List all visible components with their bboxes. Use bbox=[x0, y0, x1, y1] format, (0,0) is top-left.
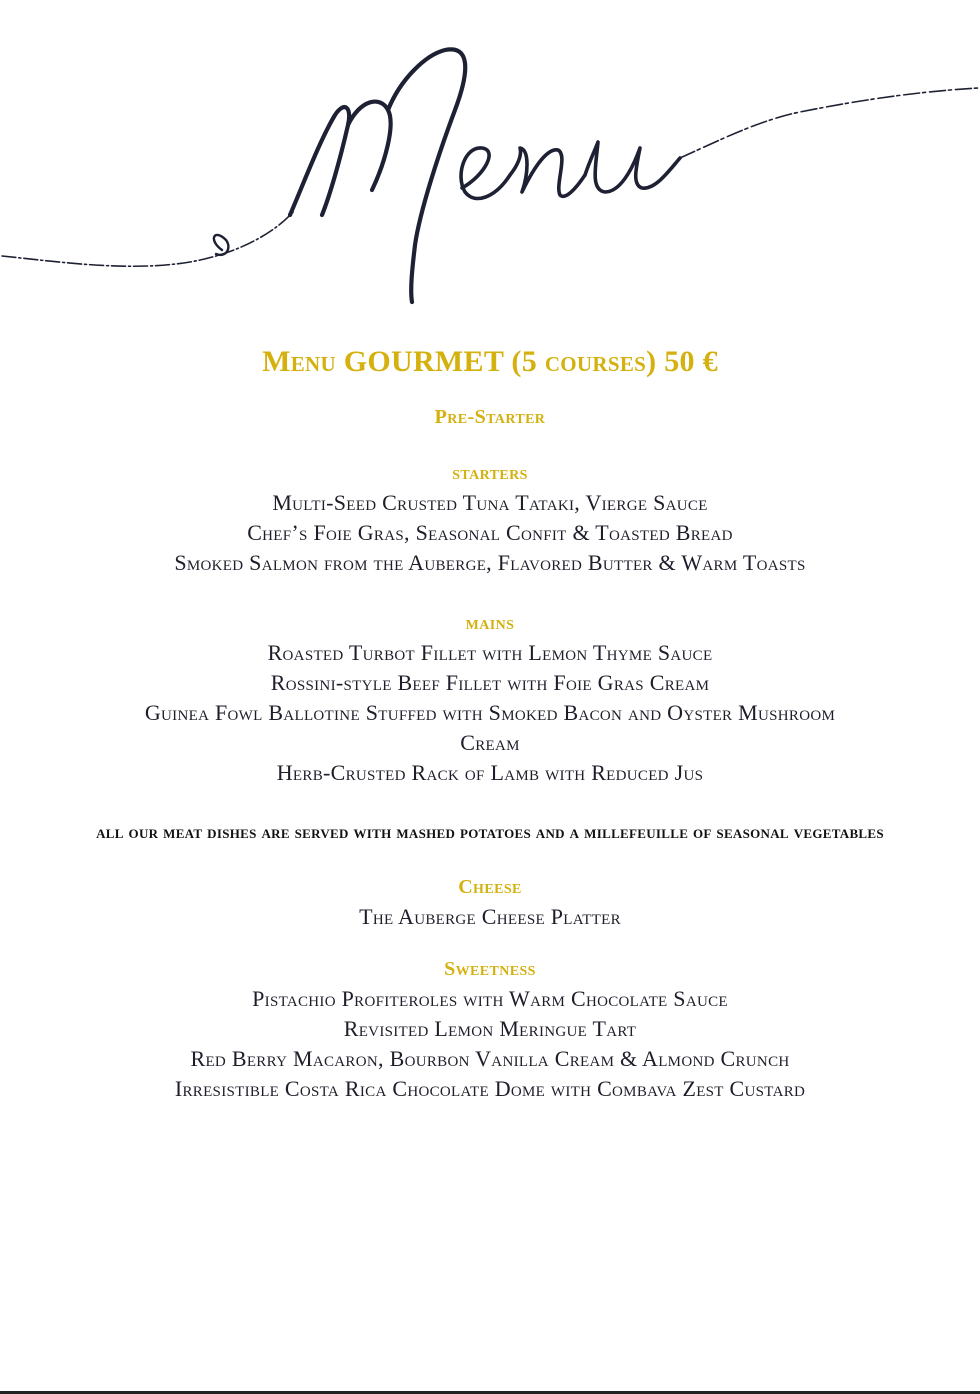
menu-item: Irresistible Costa Rica Chocolate Dome with Combava Zest Custard bbox=[174, 1076, 806, 1101]
menu-item: Smoked Salmon from the Auberge, Flavored Butter & Warm Toasts bbox=[174, 550, 806, 575]
menu-item: Cream bbox=[460, 730, 520, 755]
meat-dishes-note: all our meat dishes are served with mashed potatoes and a millefeuille of seasonal vegetables bbox=[96, 822, 884, 842]
letter-u bbox=[585, 142, 680, 192]
section-title-pre-starter: Pre-Starter bbox=[434, 406, 546, 428]
menu-content bbox=[0, 336, 980, 1104]
menu-script-logo bbox=[0, 0, 980, 320]
start-loop bbox=[214, 235, 228, 255]
section-title-cheese: Cheese bbox=[458, 876, 522, 898]
menu-item: Red Berry Macaron, Bourbon Vanilla Cream & Almond Crunch bbox=[190, 1046, 790, 1071]
menu-item: Guinea Fowl Ballotine Stuffed with Smoked Bacon and Oyster Mushroom bbox=[144, 700, 836, 725]
menu-title: Menu GOURMET (5 courses) 50 € bbox=[262, 345, 718, 378]
section-title-sweetness: Sweetness bbox=[444, 958, 536, 980]
letter-m bbox=[290, 49, 465, 302]
section-title-starters: starters bbox=[452, 462, 528, 484]
menu-item: Chef’s Foie Gras, Seasonal Confit & Toasted Bread bbox=[247, 520, 733, 545]
menu-item: Herb-Crusted Rack of Lamb with Reduced Jus bbox=[276, 760, 704, 785]
left-flourish bbox=[2, 210, 295, 266]
letter-e bbox=[461, 148, 510, 199]
section-mains bbox=[0, 608, 980, 788]
menu-item: Rossini-style Beef Fillet with Foie Gras Cream bbox=[270, 670, 710, 695]
section-sweetness bbox=[0, 954, 980, 1104]
section-starters bbox=[0, 458, 980, 578]
menu-item: Roasted Turbot Fillet with Lemon Thyme Sauce bbox=[267, 640, 713, 665]
menu-item: Multi-Seed Crusted Tuna Tataki, Vierge Sauce bbox=[272, 490, 708, 515]
menu-item: The Auberge Cheese Platter bbox=[359, 904, 621, 929]
menu-item: Pistachio Profiteroles with Warm Chocolate Sauce bbox=[252, 986, 728, 1011]
letter-n bbox=[510, 148, 585, 196]
section-cheese bbox=[0, 872, 980, 932]
menu-item: Revisited Lemon Meringue Tart bbox=[343, 1016, 637, 1041]
right-flourish bbox=[680, 88, 978, 158]
section-title-mains: mains bbox=[465, 612, 515, 634]
